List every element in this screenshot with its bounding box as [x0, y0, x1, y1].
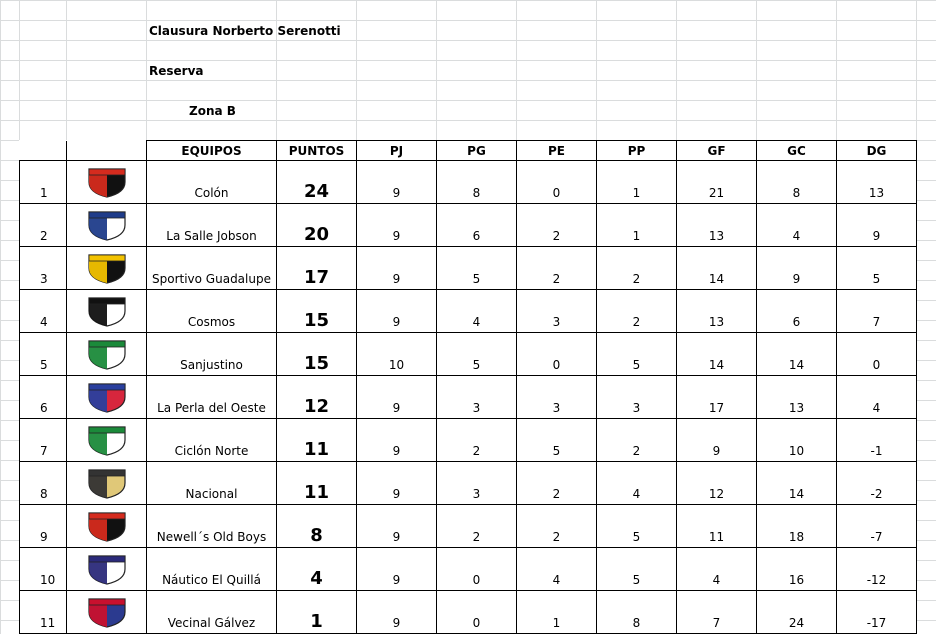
team-name-cell[interactable]: Ciclón Norte: [147, 419, 277, 462]
drawn-cell[interactable]: 2: [517, 204, 597, 247]
points-cell[interactable]: 17: [277, 247, 357, 290]
team-name-cell[interactable]: Nacional: [147, 462, 277, 505]
lost-cell[interactable]: 4: [597, 462, 677, 505]
lost-cell[interactable]: 5: [597, 333, 677, 376]
drawn-cell[interactable]: 0: [517, 333, 597, 376]
position-cell[interactable]: 7: [20, 419, 67, 462]
crest-cell[interactable]: [67, 462, 147, 505]
table-row: [20, 548, 917, 591]
won-cell[interactable]: 0: [437, 591, 517, 634]
position-cell[interactable]: 1: [20, 161, 67, 204]
played-cell[interactable]: 9: [357, 247, 437, 290]
played-cell[interactable]: 10: [357, 333, 437, 376]
position-cell[interactable]: 10: [20, 548, 67, 591]
cosmos-crest-icon: [67, 295, 146, 327]
goal-difference-cell[interactable]: 4: [837, 376, 917, 419]
team-name-cell[interactable]: Colón: [147, 161, 277, 204]
header-puntos[interactable]: PUNTOS: [277, 141, 357, 161]
table-row: [20, 376, 917, 419]
won-cell[interactable]: 5: [437, 247, 517, 290]
won-cell[interactable]: 8: [437, 161, 517, 204]
points-cell[interactable]: 8: [277, 505, 357, 548]
team-name-cell[interactable]: Vecinal Gálvez: [147, 591, 277, 634]
header-blank-cell: [67, 141, 147, 161]
table-row: [20, 247, 917, 290]
won-cell[interactable]: 5: [437, 333, 517, 376]
table-row: [20, 333, 917, 376]
goal-difference-cell[interactable]: -2: [837, 462, 917, 505]
team-name-cell[interactable]: Náutico El Quillá: [147, 548, 277, 591]
goals-for-cell[interactable]: 9: [677, 419, 757, 462]
points-cell[interactable]: 24: [277, 161, 357, 204]
points-cell[interactable]: 11: [277, 419, 357, 462]
position-cell[interactable]: 8: [20, 462, 67, 505]
team-name-cell[interactable]: Cosmos: [147, 290, 277, 333]
drawn-cell[interactable]: 1: [517, 591, 597, 634]
header-dg[interactable]: DG: [837, 141, 917, 161]
position-cell[interactable]: 4: [20, 290, 67, 333]
goals-against-cell[interactable]: 6: [757, 290, 837, 333]
nautico-el-quilla-crest-icon: [67, 553, 146, 585]
team-name-cell[interactable]: La Perla del Oeste: [147, 376, 277, 419]
header-pj[interactable]: PJ: [357, 141, 437, 161]
header-gf[interactable]: GF: [677, 141, 757, 161]
goals-against-cell[interactable]: 14: [757, 462, 837, 505]
drawn-cell[interactable]: 2: [517, 505, 597, 548]
header-row: [20, 141, 917, 161]
goals-for-cell[interactable]: 4: [677, 548, 757, 591]
lost-cell[interactable]: 2: [597, 419, 677, 462]
points-cell[interactable]: 20: [277, 204, 357, 247]
won-cell[interactable]: 2: [437, 505, 517, 548]
drawn-cell[interactable]: 2: [517, 462, 597, 505]
goal-difference-cell[interactable]: 5: [837, 247, 917, 290]
position-cell[interactable]: 5: [20, 333, 67, 376]
goals-for-cell[interactable]: 13: [677, 290, 757, 333]
goals-against-cell[interactable]: 13: [757, 376, 837, 419]
crest-cell[interactable]: [67, 505, 147, 548]
goals-against-cell[interactable]: 10: [757, 419, 837, 462]
position-cell[interactable]: 11: [20, 591, 67, 634]
played-cell[interactable]: 9: [357, 204, 437, 247]
lost-cell[interactable]: 1: [597, 204, 677, 247]
header-gc[interactable]: GC: [757, 141, 837, 161]
newells-old-boys-crest-icon: [67, 510, 146, 542]
sanjustino-crest-icon: [67, 338, 146, 370]
tournament-title[interactable]: Clausura Norberto Serenotti: [149, 24, 341, 38]
header-pp[interactable]: PP: [597, 141, 677, 161]
played-cell[interactable]: 9: [357, 419, 437, 462]
won-cell[interactable]: 3: [437, 462, 517, 505]
points-cell[interactable]: 15: [277, 290, 357, 333]
crest-cell[interactable]: [67, 419, 147, 462]
la-salle-jobson-crest-icon: [67, 209, 146, 241]
played-cell[interactable]: 9: [357, 548, 437, 591]
crest-cell[interactable]: [67, 548, 147, 591]
table-row: [20, 462, 917, 505]
crest-cell[interactable]: [67, 333, 147, 376]
played-cell[interactable]: 9: [357, 161, 437, 204]
lost-cell[interactable]: 8: [597, 591, 677, 634]
goal-difference-cell[interactable]: 9: [837, 204, 917, 247]
crest-cell[interactable]: [67, 247, 147, 290]
goals-for-cell[interactable]: 14: [677, 247, 757, 290]
position-cell[interactable]: 9: [20, 505, 67, 548]
vecinal-galvez-crest-icon: [67, 596, 146, 628]
team-name-cell[interactable]: Sanjustino: [147, 333, 277, 376]
header-blank-cell: [20, 141, 67, 161]
goals-for-cell[interactable]: 14: [677, 333, 757, 376]
la-perla-del-oeste-crest-icon: [67, 381, 146, 413]
won-cell[interactable]: 0: [437, 548, 517, 591]
team-name-cell[interactable]: Sportivo Guadalupe: [147, 247, 277, 290]
goals-for-cell[interactable]: 21: [677, 161, 757, 204]
points-cell[interactable]: 15: [277, 333, 357, 376]
crest-cell[interactable]: [67, 161, 147, 204]
crest-cell[interactable]: [67, 204, 147, 247]
played-cell[interactable]: 9: [357, 376, 437, 419]
points-cell[interactable]: 12: [277, 376, 357, 419]
drawn-cell[interactable]: 4: [517, 548, 597, 591]
won-cell[interactable]: 3: [437, 376, 517, 419]
goals-for-cell[interactable]: 17: [677, 376, 757, 419]
header-pe[interactable]: PE: [517, 141, 597, 161]
goals-for-cell[interactable]: 13: [677, 204, 757, 247]
goals-against-cell[interactable]: 4: [757, 204, 837, 247]
standings-table: [19, 140, 917, 634]
table-row: [20, 591, 917, 634]
goal-difference-cell[interactable]: 0: [837, 333, 917, 376]
position-cell[interactable]: 3: [20, 247, 67, 290]
goals-against-cell[interactable]: 16: [757, 548, 837, 591]
goal-difference-cell[interactable]: -1: [837, 419, 917, 462]
goal-difference-cell[interactable]: -17: [837, 591, 917, 634]
played-cell[interactable]: 9: [357, 591, 437, 634]
played-cell[interactable]: 9: [357, 462, 437, 505]
points-cell[interactable]: 4: [277, 548, 357, 591]
goal-difference-cell[interactable]: 13: [837, 161, 917, 204]
category-title[interactable]: Reserva: [149, 64, 204, 78]
goals-against-cell[interactable]: 9: [757, 247, 837, 290]
drawn-cell[interactable]: 5: [517, 419, 597, 462]
played-cell[interactable]: 9: [357, 290, 437, 333]
header-equipos[interactable]: EQUIPOS: [147, 141, 277, 161]
goals-for-cell[interactable]: 7: [677, 591, 757, 634]
points-cell[interactable]: 1: [277, 591, 357, 634]
goals-against-cell[interactable]: 14: [757, 333, 837, 376]
drawn-cell[interactable]: 0: [517, 161, 597, 204]
colon-crest-icon: [67, 166, 146, 198]
header-pg[interactable]: PG: [437, 141, 517, 161]
lost-cell[interactable]: 5: [597, 548, 677, 591]
goal-difference-cell[interactable]: -12: [837, 548, 917, 591]
team-name-cell[interactable]: La Salle Jobson: [147, 204, 277, 247]
sportivo-guadalupe-crest-icon: [67, 252, 146, 284]
nacional-crest-icon: [67, 467, 146, 499]
won-cell[interactable]: 2: [437, 419, 517, 462]
goals-for-cell[interactable]: 12: [677, 462, 757, 505]
won-cell[interactable]: 4: [437, 290, 517, 333]
position-cell[interactable]: 2: [20, 204, 67, 247]
drawn-cell[interactable]: 3: [517, 376, 597, 419]
goals-against-cell[interactable]: 24: [757, 591, 837, 634]
goal-difference-cell[interactable]: 7: [837, 290, 917, 333]
goals-for-cell[interactable]: 11: [677, 505, 757, 548]
goal-difference-cell[interactable]: -7: [837, 505, 917, 548]
crest-cell[interactable]: [67, 591, 147, 634]
table-row: [20, 505, 917, 548]
lost-cell[interactable]: 2: [597, 290, 677, 333]
table-row: [20, 290, 917, 333]
crest-cell[interactable]: [67, 376, 147, 419]
points-cell[interactable]: 11: [277, 462, 357, 505]
lost-cell[interactable]: 2: [597, 247, 677, 290]
drawn-cell[interactable]: 2: [517, 247, 597, 290]
played-cell[interactable]: 9: [357, 505, 437, 548]
team-name-cell[interactable]: Newell´s Old Boys: [147, 505, 277, 548]
crest-cell[interactable]: [67, 290, 147, 333]
drawn-cell[interactable]: 3: [517, 290, 597, 333]
position-cell[interactable]: 6: [20, 376, 67, 419]
goals-against-cell[interactable]: 18: [757, 505, 837, 548]
lost-cell[interactable]: 1: [597, 161, 677, 204]
table-row: [20, 204, 917, 247]
zone-title[interactable]: Zona B: [189, 104, 236, 118]
ciclon-norte-crest-icon: [67, 424, 146, 456]
table-row: [20, 161, 917, 204]
won-cell[interactable]: 6: [437, 204, 517, 247]
goals-against-cell[interactable]: 8: [757, 161, 837, 204]
lost-cell[interactable]: 5: [597, 505, 677, 548]
table-row: [20, 419, 917, 462]
lost-cell[interactable]: 3: [597, 376, 677, 419]
